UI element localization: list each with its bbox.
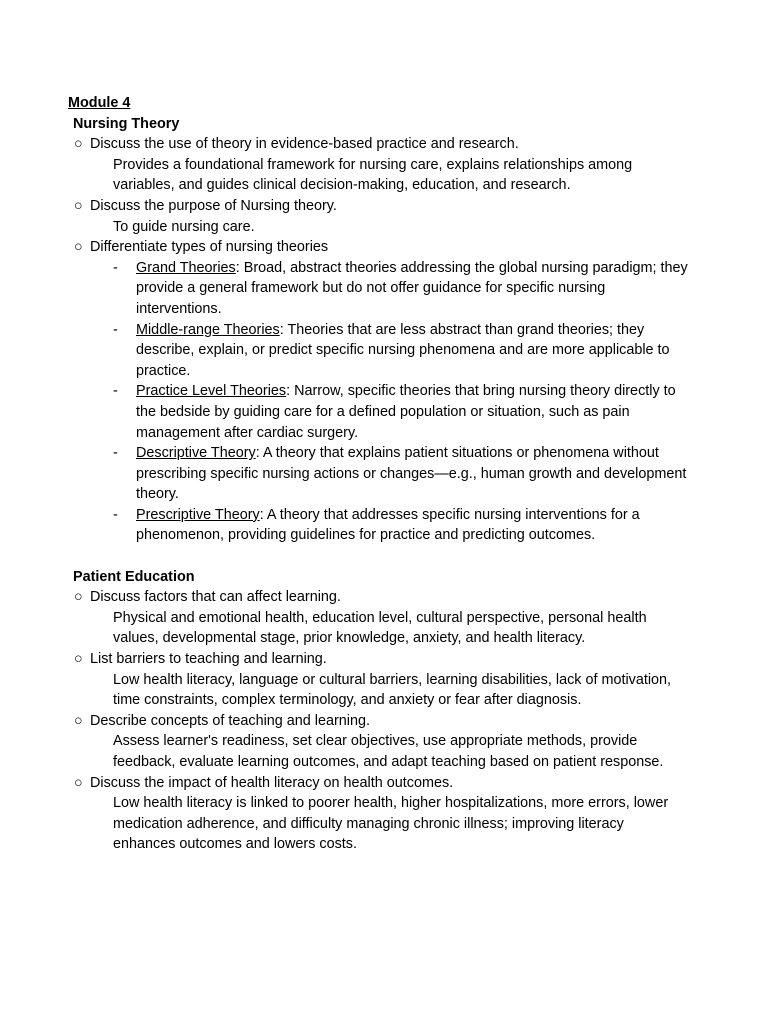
theory-term: Middle-range Theories (136, 321, 280, 338)
theory-definition: : A theory that explains patient situations or phenomena without prescribing specific nursing actions or changes—e.g., human growth and development theory. (136, 445, 687, 503)
section-title: Patient Education (73, 568, 195, 585)
bullet-icon: ○ (74, 239, 83, 256)
dash-icon: - (113, 259, 118, 276)
question-text: Discuss factors that can affect learning. (90, 589, 341, 606)
answer-text: Low health literacy is linked to poorer health, higher hospitalizations, more errors, lower medication adherence, and difficulty managing chronic illness; improving literacy enhances outcomes and lowers costs. (113, 795, 669, 853)
question-item (68, 587, 688, 608)
bullet-icon: ○ (74, 197, 83, 214)
answer-text: Physical and emotional health, education level, cultural perspective, personal health values, developmental stage, prior knowledge, anxiety, and health literacy. (113, 609, 647, 647)
bullet-icon: ○ (74, 712, 83, 729)
theory-definition: : Broad, abstract theories addressing the global nursing paradigm; they provide a general framework but do not offer guidance for specific nursing interventions. (136, 259, 688, 317)
section-spacer (68, 546, 688, 567)
section-patient-education (68, 567, 688, 855)
answer-text: Assess learner's readiness, set clear objectives, use appropriate methods, provide feedback, evaluate learning outcomes, and adapt teaching based on patient response. (113, 733, 664, 770)
theory-term: Descriptive Theory (136, 445, 256, 462)
question-text: Describe concepts of teaching and learning. (90, 712, 370, 729)
question-item (68, 237, 688, 258)
question-text: Discuss the impact of health literacy on health outcomes. (90, 774, 454, 791)
question-item (68, 134, 688, 155)
bullet-icon: ○ (74, 651, 83, 668)
theory-definition: : A theory that addresses specific nursing interventions for a phenomenon, providing guidelines for practice and predicting outcomes. (136, 506, 640, 544)
bullet-icon: ○ (74, 136, 83, 153)
theory-type-item (68, 320, 688, 382)
question-text: List barriers to teaching and learning. (90, 651, 327, 668)
bullet-icon: ○ (74, 774, 83, 791)
answer-text: Provides a foundational framework for nursing care, explains relationships among variables, and guides clinical decision-making, education, and research. (113, 156, 633, 194)
document-page (68, 93, 688, 855)
theory-type-item (68, 505, 688, 546)
answer-text: To guide nursing care. (113, 218, 255, 235)
theory-type-item (68, 258, 688, 320)
theory-term: Practice Level Theories (136, 383, 287, 400)
question-item (68, 196, 688, 217)
theory-definition: : Theories that are less abstract than grand theories; they describe, explain, or predict specific nursing phenomena and are more applicable to practice. (136, 321, 670, 379)
dash-icon: - (113, 383, 118, 400)
section-title: Nursing Theory (73, 115, 180, 132)
theory-term: Prescriptive Theory (136, 506, 260, 523)
question-text: Discuss the purpose of Nursing theory. (90, 197, 337, 214)
theory-type-item (68, 381, 688, 443)
question-item (68, 711, 688, 732)
theory-definition: : Narrow, specific theories that bring nursing theory directly to the bedside by guiding care for a defined population or situation, such as pain management after cardiac surgery. (136, 383, 676, 441)
question-text: Differentiate types of nursing theories (90, 239, 329, 256)
section-nursing-theory (68, 114, 688, 546)
module-title: Module 4 (68, 95, 131, 111)
theory-type-item (68, 443, 688, 505)
dash-icon: - (113, 445, 118, 462)
answer-text: Low health literacy, language or cultural barriers, learning disabilities, lack of motivation, time constraints, complex terminology, and anxiety or fear after diagnosis. (113, 671, 672, 709)
question-item (68, 773, 688, 794)
bullet-icon: ○ (74, 589, 83, 606)
theory-term: Grand Theories (136, 259, 236, 276)
dash-icon: - (113, 321, 118, 338)
dash-icon: - (113, 506, 118, 523)
question-item (68, 649, 688, 670)
question-text: Discuss the use of theory in evidence-based practice and research. (90, 136, 519, 153)
